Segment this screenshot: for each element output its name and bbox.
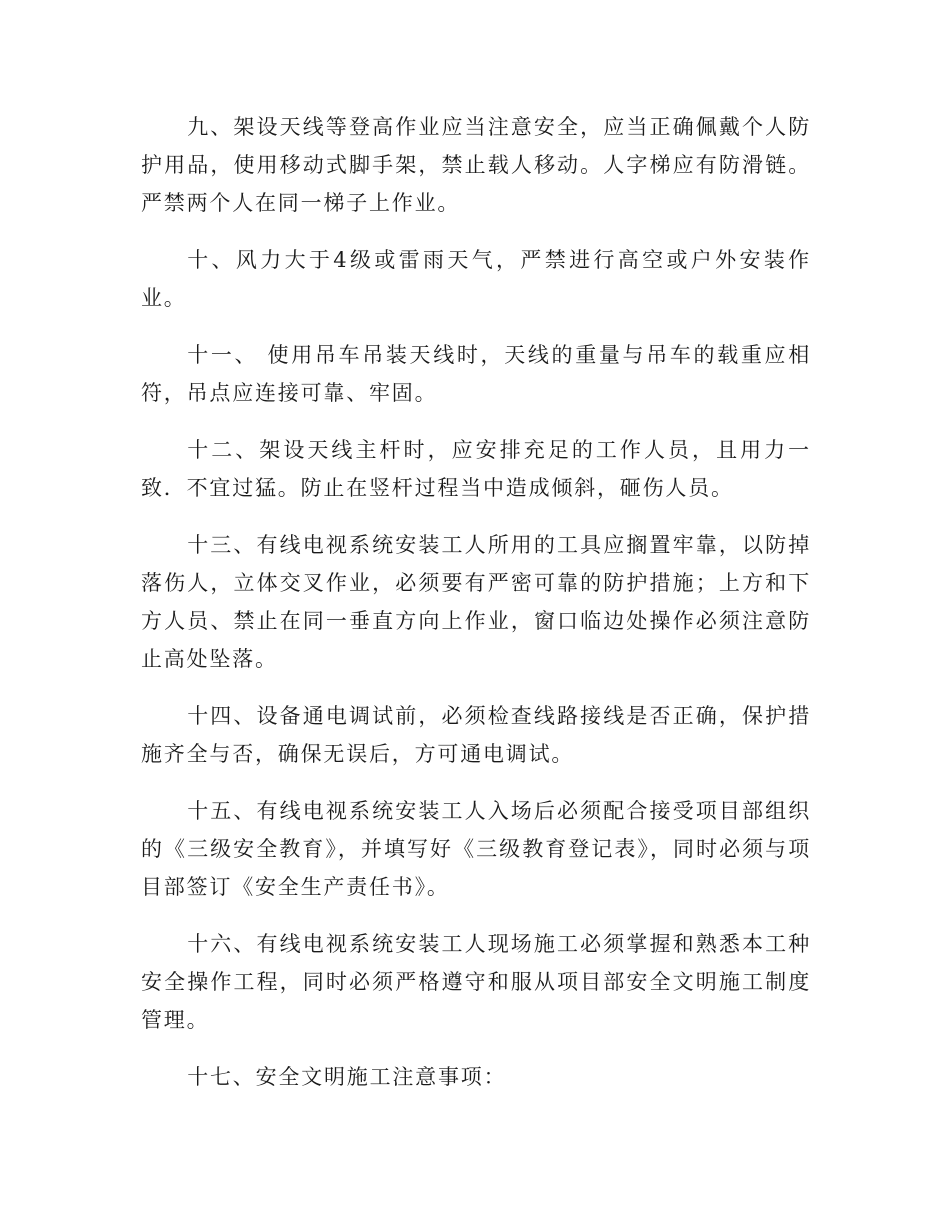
- paragraph-item-11: 十一、 使用吊车吊装天线时，天线的重量与吊车的载重应相符，吊点应连接可靠、牢固。: [141, 343, 811, 405]
- paragraph-item-17: 十七、安全文明施工注意事项：: [187, 1065, 507, 1089]
- paragraph-item-12: 十二、架设天线主杆时，应安排充足的工作人员，且用力一致．不宜过猛。防止在竖杆过程当中造成倾斜，砸伤人员。: [141, 438, 811, 500]
- document-body: [141, 108, 811, 1115]
- paragraph-item-9: 九、架设天线等登高作业应当注意安全，应当正确佩戴个人防护用品，使用移动式脚手架，禁止载人移动。人字梯应有防滑链。严禁两个人在同一梯子上作业。: [141, 115, 811, 215]
- paragraph-item-16: 十六、有线电视系统安装工人现场施工必须掌握和熟悉本工种安全操作工程，同时必须严格遵守和服从项目部安全文明施工制度管理。: [141, 932, 811, 1032]
- paragraph-item-13: 十三、有线电视系统安装工人所用的工具应搁置牢靠，以防掉落伤人，立体交叉作业，必须要有严密可靠的防护措施；上方和下方人员、禁止在同一垂直方向上作业，窗口临边处操作必须注意防止高处坠落。: [141, 533, 811, 671]
- paragraph-item-10: 十、风力大于4级或雷雨天气，严禁进行高空或户外安装作业。: [141, 248, 811, 310]
- paragraph-item-14: 十四、设备通电调试前，必须检查线路接线是否正确，保护措施齐全与否，确保无误后，方可通电调试。: [141, 704, 811, 766]
- paragraph-item-15: 十五、有线电视系统安装工人入场后必须配合接受项目部组织的《三级安全教育》，并填写好《三级教育登记表》，同时必须与项目部签订《安全生产责任书》。: [141, 799, 811, 899]
